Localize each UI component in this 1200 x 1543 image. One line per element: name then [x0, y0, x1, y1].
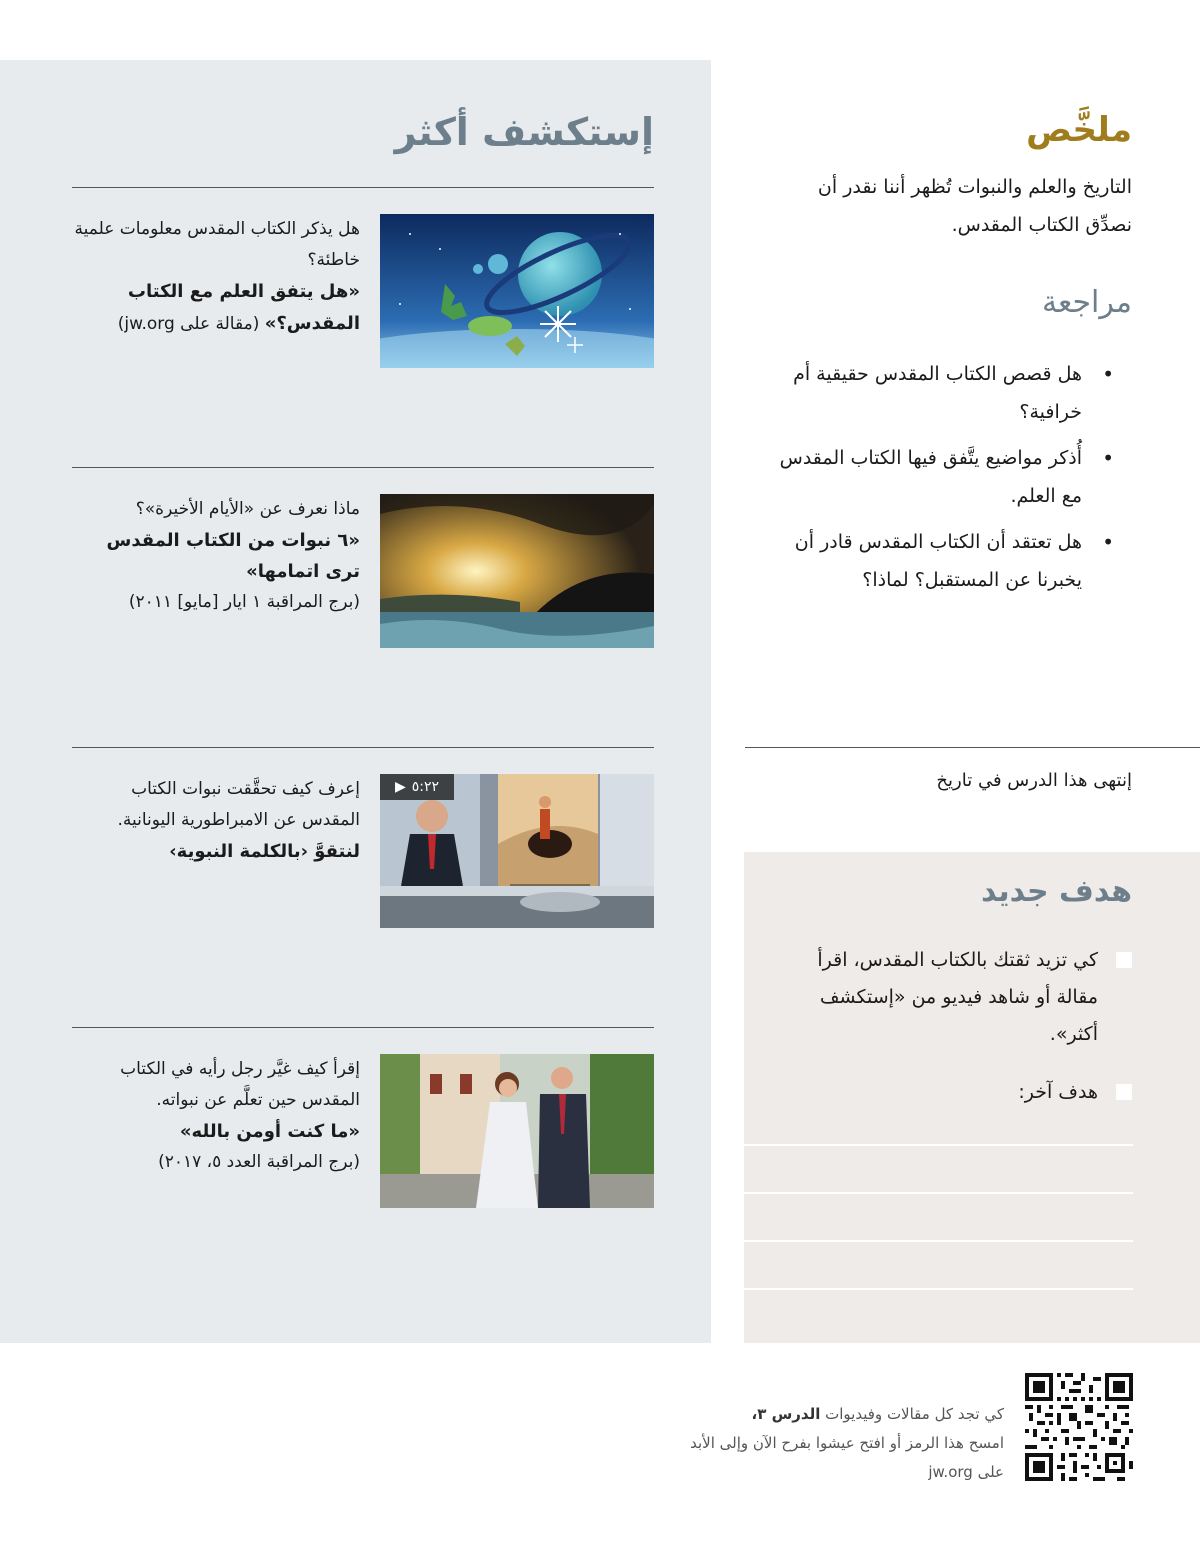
planet-science-image[interactable]: [380, 214, 654, 368]
bullet-icon: •: [1102, 446, 1114, 470]
explore-question: إقرأ كيف غيَّر رجل رأيه في الكتاب المقدس حين تعلَّم عن نبواته.: [120, 1059, 360, 1110]
explore-link-title[interactable]: «هل يتفق العلم مع الكتاب المقدس؟»: [127, 281, 360, 334]
goal-item: [802, 942, 1132, 1053]
footer-lesson-label: الدرس ٣: [757, 1405, 821, 1423]
review-question: هل تعتقد أن الكتاب المقدس قادر أن يخبرنا عن المستقبل؟ لماذا؟: [794, 531, 1082, 591]
footer-line2: امسح هذا الرمز أو افتح عيشوا بفرح الآن وإلى الأبد على jw.org: [690, 1434, 1004, 1481]
write-line[interactable]: [744, 1192, 1133, 1194]
goal-checkbox[interactable]: [1116, 952, 1132, 968]
explore-item-prophecies[interactable]: [72, 494, 654, 674]
explore-title: إستكشف أكثر: [394, 110, 654, 154]
goal-box: [744, 852, 1200, 1343]
divider: [745, 747, 1200, 748]
explore-text: [70, 1054, 360, 1178]
divider: [72, 1027, 654, 1028]
storm-sky-image[interactable]: [380, 494, 654, 648]
list-item: [762, 523, 1132, 599]
explore-text: [70, 774, 360, 867]
explore-link-title[interactable]: لنتقوَّ ‹بالكلمة النبوية›: [169, 841, 360, 862]
write-line[interactable]: [744, 1288, 1133, 1290]
goal-item: [802, 1074, 1132, 1111]
video-duration: ٥:٢٢: [411, 779, 440, 795]
review-question: هل قصص الكتاب المقدس حقيقية أم خرافية؟: [793, 363, 1082, 423]
footer-line1: [674, 1400, 1004, 1429]
summary-text: التاريخ والعلم والنبوات تُظهر أننا نقدر أن نصدِّق الكتاب المقدس.: [817, 176, 1132, 236]
explore-source: (مقالة على jw.org): [117, 314, 260, 334]
list-item: [762, 439, 1132, 515]
couple-walking-image[interactable]: [380, 1054, 654, 1208]
play-icon: ▶: [394, 779, 406, 795]
video-duration-badge: [380, 774, 454, 800]
goal-heading: هدف جديد: [981, 874, 1132, 909]
divider: [72, 467, 654, 468]
summary-heading: ملخَّص: [1026, 110, 1132, 150]
review-heading: مراجعة: [1041, 285, 1132, 320]
explore-text: [70, 494, 360, 618]
finished-date-label: إنتهى هذا الدرس في تاريخ: [936, 770, 1132, 791]
bullet-icon: •: [1102, 362, 1114, 386]
write-line[interactable]: [744, 1240, 1133, 1242]
goal-checkbox[interactable]: [1116, 1084, 1132, 1100]
explore-item-testimony[interactable]: [72, 1054, 654, 1234]
qr-code-icon[interactable]: [1025, 1373, 1133, 1481]
goal-text: كي تزيد ثقتك بالكتاب المقدس، اقرأ مقالة أو شاهد فيديو من «إستكشف أكثر».: [817, 949, 1098, 1045]
write-line[interactable]: [744, 1144, 1133, 1146]
video-thumbnail[interactable]: [380, 774, 654, 928]
explore-panel: [0, 60, 711, 1343]
divider: [72, 187, 654, 188]
review-list: [762, 355, 1132, 607]
explore-question: هل يذكر الكتاب المقدس معلومات علمية خاطئة؟: [74, 219, 360, 270]
explore-question: ماذا نعرف عن «الأيام الأخيرة»؟: [135, 499, 360, 519]
footer-text: [674, 1400, 1004, 1487]
bullet-icon: •: [1102, 530, 1114, 554]
list-item: [762, 355, 1132, 431]
explore-question: إعرف كيف تحقَّقت نبوات الكتاب المقدس عن الامبراطورية اليونانية.: [117, 779, 360, 830]
explore-link-title[interactable]: «ما كنت أومن بالله»: [179, 1121, 360, 1142]
explore-item-science[interactable]: [72, 214, 654, 394]
review-question: أُذكر مواضيع يتَّفق فيها الكتاب المقدس مع العلم.: [779, 447, 1082, 507]
explore-item-video[interactable]: [72, 774, 654, 954]
explore-link-title[interactable]: «٦ نبوات من الكتاب المقدس ترى اتمامها»: [106, 530, 360, 582]
footer-text-part: كي تجد كل مقالات وفيديوات: [820, 1405, 1004, 1423]
explore-source: (برج المراقبة ١ ايار [مايو] ٢٠١١): [128, 592, 360, 612]
explore-source: (برج المراقبة العدد ٥، ٢٠١٧): [158, 1152, 360, 1172]
footer-text-part: ،: [751, 1405, 758, 1423]
divider: [72, 747, 654, 748]
goal-text: هدف آخر:: [1018, 1081, 1098, 1103]
explore-text: [70, 214, 360, 340]
